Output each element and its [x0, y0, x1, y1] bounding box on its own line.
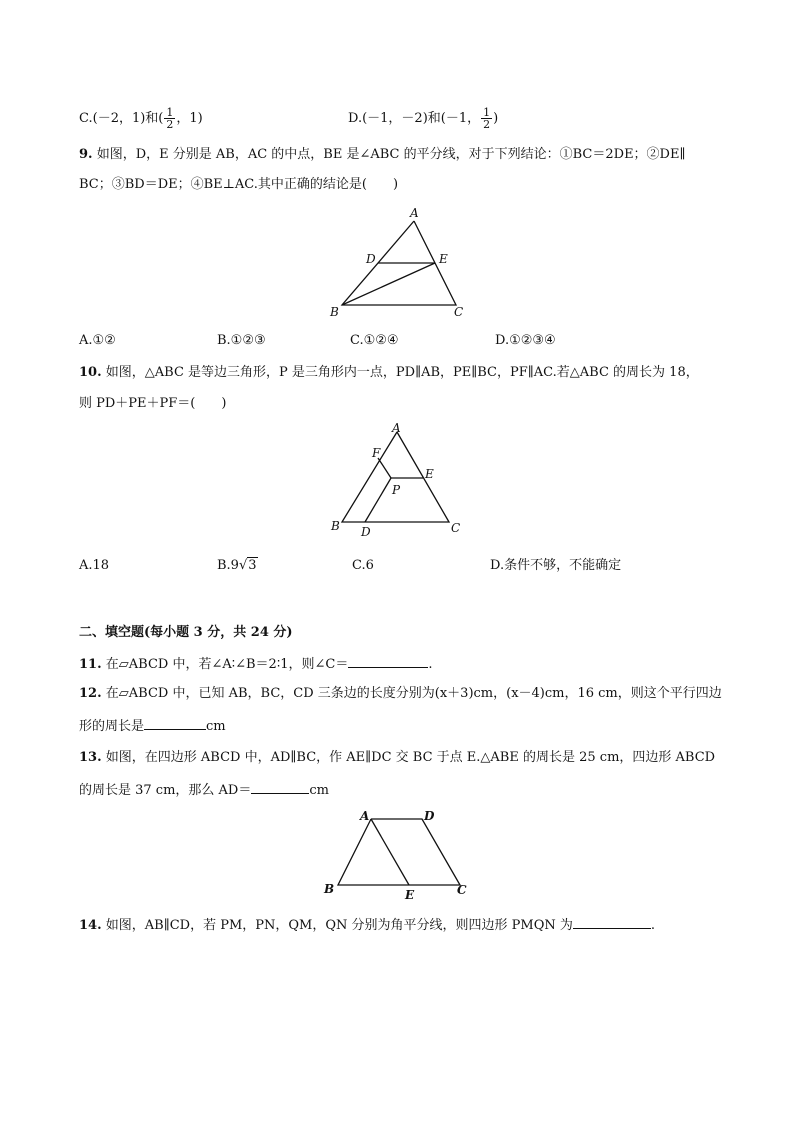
q13-label-b: B: [324, 882, 335, 896]
q14-end: .: [650, 918, 656, 933]
q10-label-d: D: [361, 525, 371, 539]
q9-label-e: E: [439, 252, 448, 266]
q10-label-a: A: [392, 421, 401, 435]
q9-text-line1: 如图，D，E 分别是 AB，AC 的中点，BE 是∠ABC 的平分线，对于下列结论：①BC＝2DE；②DE∥: [96, 147, 686, 162]
q13-segment-ae: [371, 819, 409, 885]
q9-line1: [79, 146, 685, 164]
q10-option-b-prefix: B.9: [217, 558, 239, 573]
q8-option-d-fraction: [481, 107, 492, 130]
q9-label-b: B: [330, 305, 339, 319]
q10-number: 10.: [79, 365, 102, 380]
q12-line1: [79, 685, 722, 703]
q13-label-e: E: [405, 888, 415, 902]
q10-option-d: D.条件不够，不能确定: [490, 558, 622, 573]
q11-end: .: [428, 657, 433, 672]
q9-label-c: C: [454, 305, 464, 319]
q12-line2: [79, 716, 226, 736]
q10-label-b: B: [331, 519, 340, 533]
section-2-title: 二、填空题(每小题 3 分，共 24 分): [79, 625, 293, 640]
q9-label-a: A: [410, 206, 419, 220]
q9-option-b: B.①②③: [217, 333, 266, 348]
q11: [79, 654, 432, 674]
q13-line1: [79, 749, 715, 767]
q13-label-d: D: [424, 809, 435, 823]
q13-text-line2: 的周长是 37 cm，那么 AD＝: [79, 783, 252, 798]
q9-option-a: A.①②: [79, 333, 116, 348]
q14: [79, 915, 655, 935]
q10-option-b: [217, 557, 258, 575]
q11-answer-blank[interactable]: [348, 654, 428, 668]
q11-number: 11.: [79, 657, 102, 672]
q10-label-p: P: [392, 483, 401, 497]
q10-label-e: E: [425, 467, 434, 481]
q9-number: 9.: [79, 147, 93, 162]
q10-option-a: A.18: [79, 558, 110, 573]
q10-option-c: C.6: [352, 558, 374, 573]
q9-line2: BC；③BD＝DE；④BE⊥AC.其中正确的结论是( ): [79, 177, 399, 192]
q10-line1: [79, 364, 699, 382]
q10-label-f: F: [372, 446, 381, 460]
fraction-numerator: 1: [166, 106, 174, 119]
q13-line2: [79, 780, 329, 800]
q13-answer-blank[interactable]: [251, 780, 309, 794]
q10-figure: [325, 420, 475, 540]
sqrt-sign: √3: [238, 558, 257, 573]
q8-option-d-prefix: D.(－1，－2)和(－1，: [348, 111, 481, 126]
q10-label-c: C: [451, 521, 461, 535]
q13-label-a: A: [360, 809, 370, 823]
q12-text-line1: 在▱ABCD 中，已知 AB，BC，CD 三条边的长度分别为(x＋3)cm，(x－4)cm，16 cm，则这个平行四边: [105, 686, 722, 701]
q9-option-c: C.①②④: [350, 333, 399, 348]
q9-label-d: D: [366, 252, 376, 266]
q12-answer-blank[interactable]: [144, 716, 206, 730]
fraction-denominator: 2: [166, 118, 174, 131]
q8-option-d: [348, 107, 498, 130]
q12-text-line2: 形的周长是: [79, 719, 145, 734]
q13-text-line1: 如图，在四边形 ABCD 中，AD∥BC，作 AE∥DC 交 BC 于点 E.△ABE 的周长是 25 cm，四边形 ABCD: [105, 750, 716, 765]
q10-segment-pd: [365, 478, 391, 522]
q9-option-d: D.①②③④: [495, 333, 556, 348]
q12-unit: cm: [206, 719, 226, 734]
q13-unit: cm: [309, 783, 329, 798]
q8-option-c-suffix: ，1): [176, 111, 203, 126]
q13-number: 13.: [79, 750, 102, 765]
fraction-numerator: 1: [483, 106, 491, 119]
q10-line2: 则 PD＋PE＋PF＝( ): [79, 396, 227, 411]
q13-figure: [320, 805, 480, 905]
q8-option-c-fraction: [164, 107, 175, 130]
q11-text: 在▱ABCD 中，若∠A∶∠B＝2∶1，则∠C＝: [105, 657, 349, 672]
q8-option-c-prefix: C.(－2，1)和(: [79, 111, 164, 126]
q12-number: 12.: [79, 686, 102, 701]
q9-figure: [325, 200, 475, 325]
q14-text: 如图，AB∥CD，若 PM，PN，QM，QN 分别为角平分线，则四边形 PMQN 为: [105, 918, 573, 933]
q14-number: 14.: [79, 918, 102, 933]
q14-answer-blank[interactable]: [573, 915, 651, 929]
q10-segment-pf: [378, 458, 391, 478]
sqrt-radicand: 3: [248, 558, 257, 573]
q9-segment-be: [342, 263, 435, 305]
fraction-denominator: 2: [483, 118, 491, 131]
q13-label-c: C: [457, 883, 467, 897]
q13-quadrilateral-abcd: [338, 819, 460, 885]
q10-text-line1: 如图，△ABC 是等边三角形，P 是三角形内一点，PD∥AB，PE∥BC，PF∥AC.若△ABC 的周长为 18，: [105, 365, 699, 380]
q8-option-d-suffix: ): [493, 111, 499, 126]
q8-option-c: [79, 107, 203, 130]
